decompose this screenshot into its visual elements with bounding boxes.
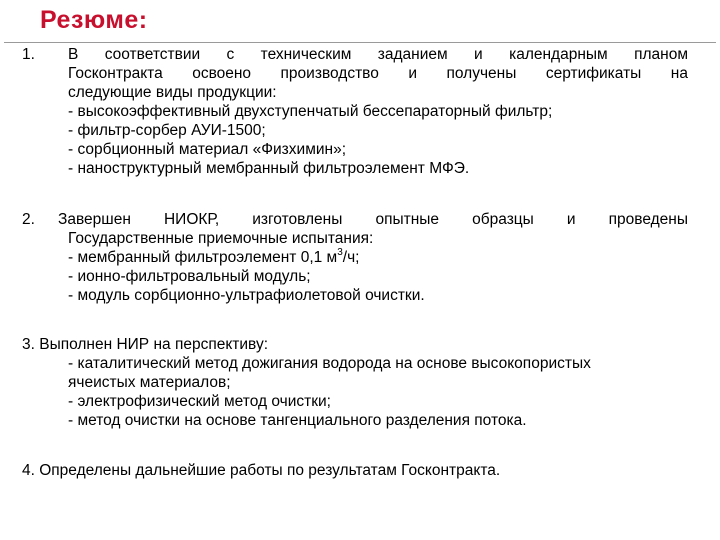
item-text-line: следующие виды продукции: [68,84,277,101]
item-text-line: В соответствии с техническим заданием и календарным планом [68,46,688,63]
summary-item-2 [22,210,688,305]
list-item: - сорбционный материал «Физхимин»; [68,141,347,158]
list-item: - электрофизический метод очистки; [68,393,331,410]
list-item: - модуль сорбционно-ультрафиолетовой очистки. [68,287,425,304]
list-item: - метод очистки на основе тангенциального разделения потока. [68,412,527,429]
item-text-line: Завершен НИОКР, изготовлены опытные образцы и проведены [58,211,688,228]
item-heading: 4. Определены дальнейшие работы по результатам Госконтракта. [22,462,501,479]
list-item: ячеистых материалов; [68,374,231,391]
list-item: - каталитический метод дожигания водорода на основе высокопористых [68,355,591,372]
list-item: - мембранный фильтроэлемент 0,1 $м^3/ч$; [68,246,360,266]
item-heading: 3. Выполнен НИР на перспективу: [22,336,269,353]
slide-title: Резюме: [40,6,148,34]
item-number: 1. [22,46,35,63]
list-item: - высокоэффективный двухступенчатый бессепараторный фильтр; [68,103,553,120]
item-number: 2. [22,211,35,228]
summary-item-3 [22,335,688,430]
list-item: - наноструктурный мембранный фильтроэлемент МФЭ. [68,160,470,177]
list-item: - ионно-фильтровальный модуль; [68,268,311,285]
item-text-line: Госконтракта освоено производство и получены сертификаты на [68,65,688,82]
summary-item-1 [22,45,688,178]
title-divider [4,42,716,43]
item-text-line: Государственные приемочные испытания: [68,230,374,247]
summary-item-4 [22,461,688,480]
list-item: - фильтр-сорбер АУИ-1500; [68,122,266,139]
